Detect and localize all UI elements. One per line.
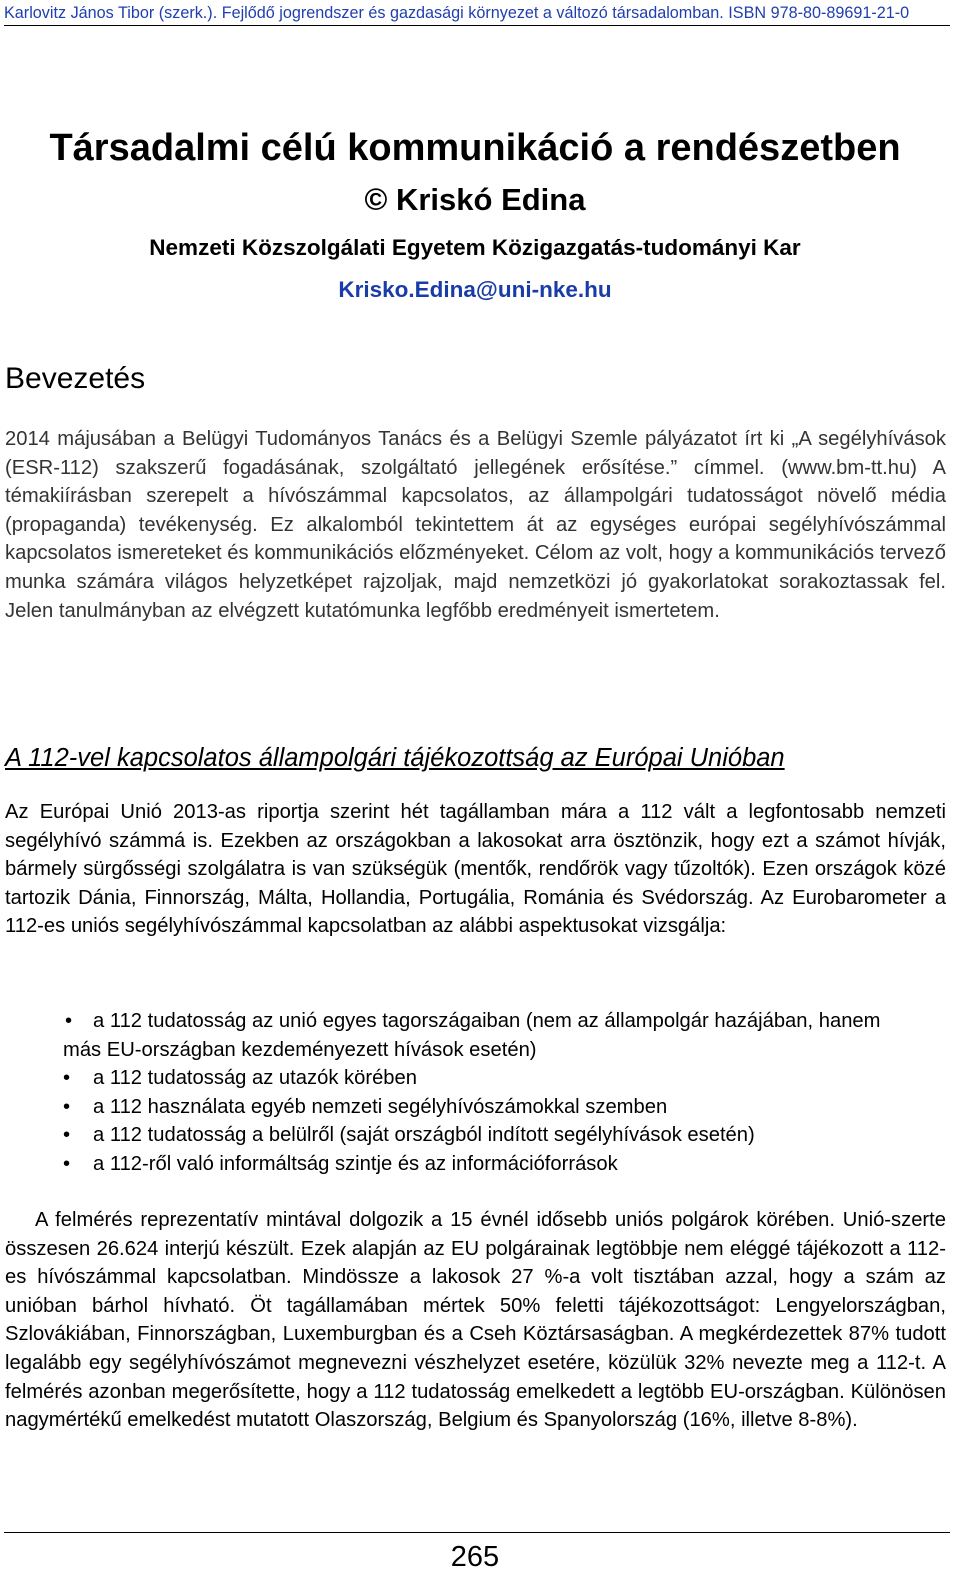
author-affiliation: Nemzeti Közszolgálati Egyetem Közigazgatás-tudományi Kar bbox=[149, 235, 801, 260]
bullet-icon: • bbox=[63, 1095, 71, 1118]
list-item-text: a 112 tudatosság az unió egyes tagországaiban (nem az állampolgár hazájában, hanem más EU-országban kezdeményezett hívások esetén) bbox=[63, 1010, 881, 1061]
list-item-text: a 112 tudatosság az utazók körében bbox=[93, 1067, 417, 1090]
section-heading-introduction: Bevezetés bbox=[5, 362, 146, 395]
survey-results-paragraph: A felmérés reprezentatív mintával dolgozik a 15 évnél idősebb uniós polgárok körében. Unió-szerte összesen 26.624 interjú készült. Ezek alapján az EU polgárainak legtöbbje nem eléggé tájékozott a 112-es hívószámmal kapcsolatban. Mindössze a lakosok 27 %-a volt tisztában azzal, hogy a szám az unióban bárhol hívható. Öt tagállamában mértek 50% feletti tájékozottságot: Lengyelországban, Szlovákiában, Finnországban, Luxemburgban és a Cseh Köztársaságban. A megkérdezettek 87% tudott legalább egy segélyhívószámot megnevezni vészhelyzet esetére, közülük 32% nevezte meg a 112-t. A felmérés azonban megerősítette, hogy a 112 tudatosság emelkedett a legtöbb EU-országban. Különösen nagymértékű emelkedést mutatott Olaszország, Belgium és Spanyolország (16%, illetve 8-8%). bbox=[5, 1209, 946, 1432]
page-number: 265 bbox=[450, 1541, 500, 1573]
article-title: Társadalmi célú kommunikáció a rendészetben bbox=[49, 127, 901, 169]
bullet-icon: • bbox=[63, 1067, 71, 1090]
list-item-text: a 112 használata egyéb nemzeti segélyhívószámokkal szemben bbox=[93, 1095, 668, 1118]
bullet-icon: • bbox=[63, 1124, 71, 1147]
list-item bbox=[5, 1150, 905, 1179]
eu-awareness-paragraph: Az Európai Unió 2013-as riportja szerint hét tagállamban mára a 112 vált a legfontosabb nemzeti segélyhívó számmá is. Ezekben az országokban a lakosokat arra ösztönzik, hogy ezt a számot hívják, bármely sürgősségi szolgálatra is van szükségük (mentők, rendőrök vagy tűzoltók). Ezen országok közé tartozik Dánia, Finnország, Málta, Hollandia, Portugália, Románia és Svédország. Az Eurobarometer a 112-es uniós segélyhívószámmal kapcsolatban az alábbi aspektusokat vizsgálja: bbox=[5, 801, 946, 938]
section-heading-eu-awareness: A 112-vel kapcsolatos állampolgári tájékozottság az Európai Unióban bbox=[5, 744, 785, 772]
introduction-paragraph: 2014 májusában a Belügyi Tudományos Tanács és a Belügyi Szemle pályázatot írt ki „A segélyhívások (ESR-112) szakszerű fogadásának, szolgáltató jellegének erősítése.” címmel. (www.bm-tt.hu) A témakiírásban szerepelt a hívószámmal kapcsolatos, az állampolgári tudatosságot növelő média (propaganda) tevékenység. Ez alkalomból tekintettem át az egységes európai segélyhívószámmal kapcsolatos ismereteket és kommunikációs előzményeket. Célom az volt, hogy a kommunikációs tervező munka számára világos helyzetképet rajzoljak, majd nemzetközi jó gyakorlatokat sorakoztassak fel. Jelen tanulmányban az elvégzett kutatómunka legfőbb eredményeit ismertetem. bbox=[5, 428, 946, 622]
footer-divider bbox=[4, 1532, 950, 1533]
list-item bbox=[5, 1121, 905, 1150]
list-item bbox=[5, 1007, 905, 1064]
running-header: Karlovitz János Tibor (szerk.). Fejlődő jogrendszer és gazdasági környezet a változó társadalomban. ISBN 978-80-89691-21-0 bbox=[4, 4, 910, 22]
header-divider bbox=[4, 25, 950, 26]
author-email-link[interactable]: Krisko.Edina@uni-nke.hu bbox=[338, 277, 612, 302]
author-name: © Kriskó Edina bbox=[364, 182, 586, 217]
bullet-icon: • bbox=[63, 1152, 71, 1175]
aspects-bullet-list bbox=[5, 1007, 905, 1179]
list-item-text: a 112 tudatosság a belülről (saját országból indított segélyhívások esetén) bbox=[93, 1124, 755, 1147]
list-item bbox=[5, 1064, 905, 1093]
bullet-icon: • bbox=[65, 1010, 73, 1032]
list-item bbox=[5, 1093, 905, 1122]
list-item-text: a 112-ről való informáltság szintje és az információforrások bbox=[93, 1152, 618, 1175]
